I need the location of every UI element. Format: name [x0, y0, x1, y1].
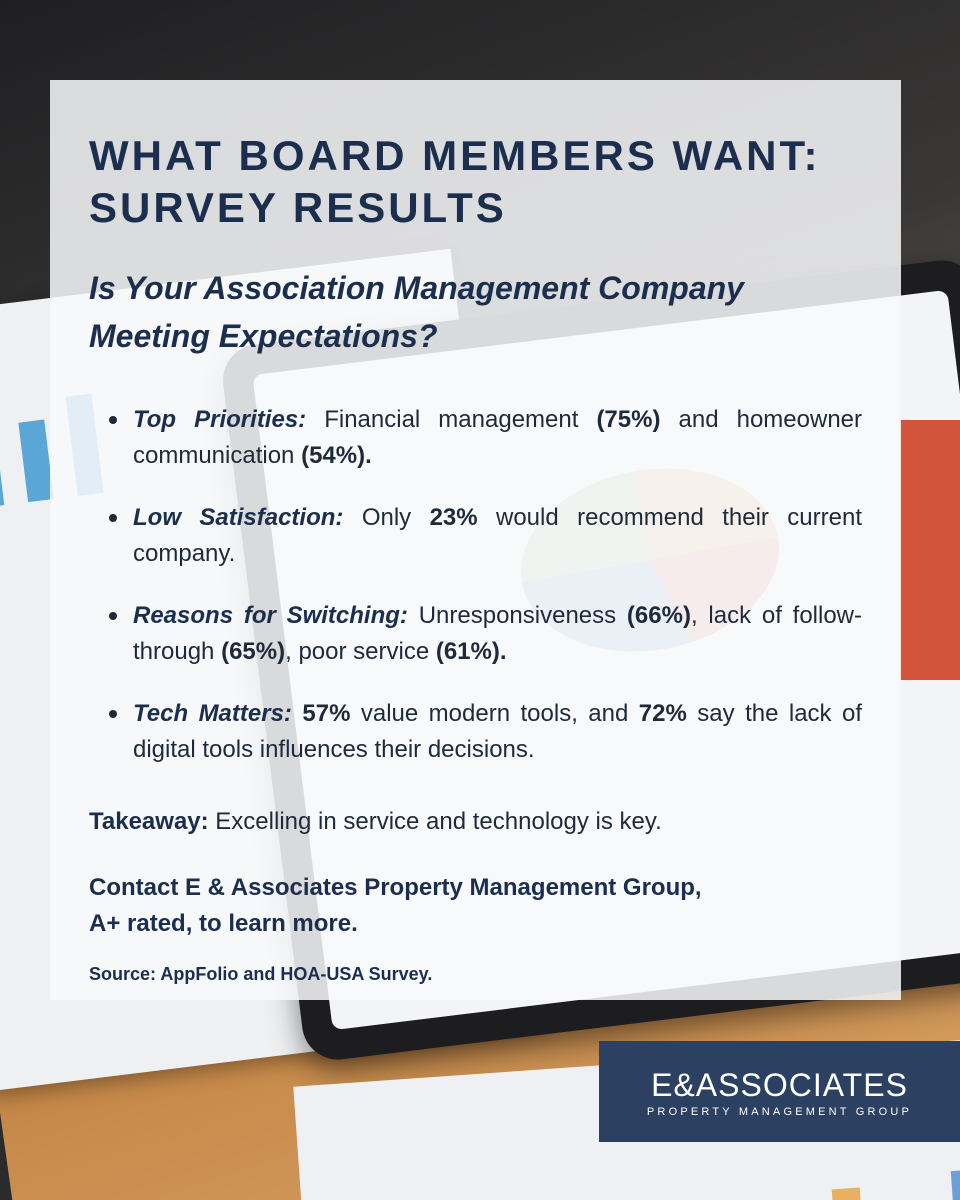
content-card — [50, 80, 901, 1000]
logo-tagline: PROPERTY MANAGEMENT GROUP — [646, 1106, 913, 1118]
headline-line-1: WHAT BOARD MEMBERS WANT: — [89, 132, 821, 179]
headline-line-2: SURVEY RESULTS — [89, 184, 507, 231]
subheadline-line-1: Is Your Association Management Company — [89, 270, 744, 306]
bullet-text: and homeowner communication — [133, 406, 862, 469]
bullet-text: , lack of follow-through — [133, 602, 862, 665]
bullet-text: , poor service — [285, 638, 436, 665]
bullet-text: value modern tools, and — [350, 700, 639, 727]
source-note: Source: AppFolio and HOA-USA Survey. — [89, 964, 433, 984]
contact-line-2: A+ rated, to learn more. — [89, 910, 358, 937]
bullet-stat: (75%) — [596, 406, 661, 433]
list-item — [93, 500, 862, 572]
takeaway-label: Takeaway: — [89, 808, 209, 835]
contact-cta — [89, 870, 862, 942]
bullet-stat: (61%). — [435, 638, 507, 665]
bullet-text: Only — [343, 504, 430, 531]
logo-wordmark: E&ASSOCIATES — [651, 1067, 908, 1103]
bullet-dot-icon — [109, 514, 117, 522]
bullet-stat: (65%) — [221, 638, 286, 665]
takeaway — [89, 804, 862, 840]
bullet-text: would recommend their current company. — [133, 504, 862, 567]
contact-line-1: Contact E & Associates Property Management Group, — [89, 874, 702, 901]
bullet-lead: Tech Matters: — [133, 700, 292, 727]
bullet-text: Unresponsiveness — [407, 602, 627, 629]
bullet-text: say the lack of digital tools influences their decisions. — [133, 700, 863, 763]
bullet-stat: 72% — [638, 700, 687, 727]
bullet-dot-icon — [109, 710, 117, 718]
bullet-text — [292, 700, 302, 727]
list-item — [93, 598, 862, 670]
bullet-text: Financial management — [306, 406, 597, 433]
bullet-stat: (54%). — [301, 442, 372, 469]
bullet-lead: Low Satisfaction: — [133, 504, 344, 531]
list-item — [93, 402, 862, 474]
list-item — [93, 696, 862, 768]
bullet-dot-icon — [109, 612, 117, 620]
bullet-dot-icon — [109, 416, 117, 424]
company-logo — [599, 1041, 960, 1142]
bullet-stat: 57% — [302, 700, 351, 727]
bullet-stat: 23% — [429, 504, 478, 531]
background-bar-graphic — [900, 420, 960, 680]
subheadline — [89, 264, 862, 360]
subheadline-line-2: Meeting Expectations? — [89, 318, 438, 354]
bullet-stat: (66%) — [626, 602, 691, 629]
bullet-lead: Top Priorities: — [133, 406, 307, 433]
headline — [89, 130, 862, 234]
bullet-lead: Reasons for Switching: — [133, 602, 408, 629]
survey-results-list — [89, 402, 862, 768]
takeaway-text: Excelling in service and technology is key. — [208, 808, 662, 835]
